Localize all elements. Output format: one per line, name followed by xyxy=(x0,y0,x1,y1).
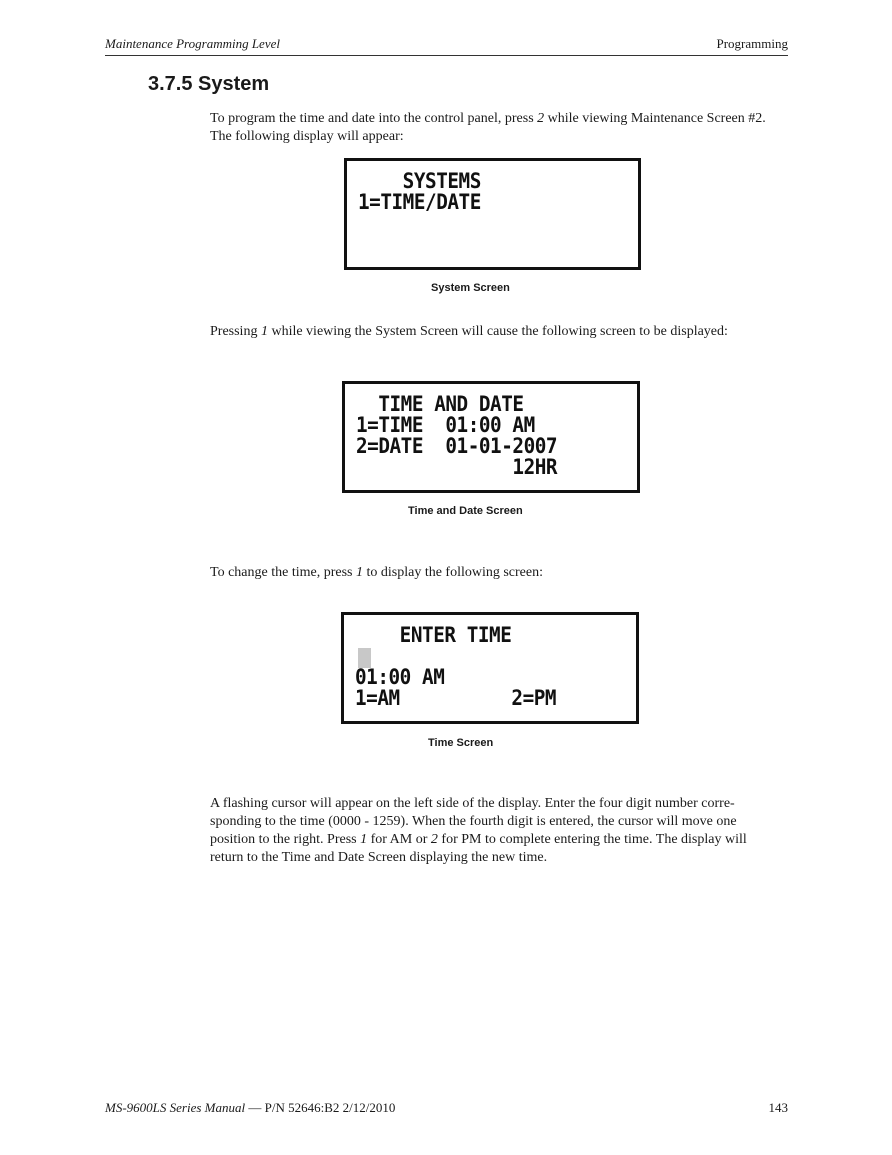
lcd-line: 1=TIME 01:00 AM xyxy=(356,413,535,437)
section-title: 3.7.5 System xyxy=(148,73,270,95)
change-paragraph xyxy=(210,564,790,582)
final-text-line-3c: for PM to complete entering the time. The display will xyxy=(437,832,747,847)
figure-caption: Time Screen xyxy=(428,737,494,749)
manual-title: MS-9600LS Series Manual xyxy=(105,1100,246,1115)
intro-text-1: To program the time and date into the control panel, press xyxy=(210,111,538,126)
page-number: 143 xyxy=(768,1100,788,1115)
intro-text-2: while viewing Maintenance Screen #2. xyxy=(544,111,766,126)
lcd-line: 12HR xyxy=(356,455,558,479)
system-screen-display xyxy=(344,158,641,270)
pressing-key: 1 xyxy=(260,324,268,339)
running-header-left: Maintenance Programming Level xyxy=(105,36,280,51)
pressing-text-2: while viewing the System Screen will cause the following screen to be displayed: xyxy=(267,324,728,339)
final-text-line-2: sponding to the time (0000 - 1259). When the fourth digit is entered, the cursor will move one xyxy=(210,814,737,829)
time-and-date-screen-display xyxy=(342,381,640,493)
lcd-line: 1=TIME/DATE xyxy=(358,190,481,214)
change-text-2: to display the following screen: xyxy=(362,565,544,580)
lcd-line: TIME AND DATE xyxy=(356,392,524,416)
footer-part-number: — P/N 52646:B2 2/12/2010 xyxy=(245,1100,396,1115)
lcd-line: 1=AM 2=PM xyxy=(355,686,557,710)
intro-key: 2 xyxy=(537,111,545,126)
intro-text-3: The following display will appear: xyxy=(210,129,404,144)
lcd-line: 01:00 AM xyxy=(355,665,445,689)
final-text-line-3a: position to the right. Press xyxy=(210,832,361,847)
header-rule xyxy=(105,55,788,56)
running-header-right: Programming xyxy=(716,36,788,51)
lcd-line: SYSTEMS xyxy=(358,169,481,193)
cursor-instructions-paragraph xyxy=(210,795,790,867)
running-footer-left xyxy=(105,1100,395,1116)
final-key-1: 1 xyxy=(360,832,368,847)
final-text-line-3b: for AM or xyxy=(367,832,431,847)
enter-time-screen-display xyxy=(341,612,639,724)
final-text-line-4: return to the Time and Date Screen displaying the new time. xyxy=(210,850,548,865)
final-text-line-1: A flashing cursor will appear on the left side of the display. Enter the four digit number corre- xyxy=(210,796,735,811)
lcd-line: 2=DATE 01-01-2007 xyxy=(356,434,558,458)
pressing-text-1: Pressing xyxy=(210,324,261,339)
final-key-2: 2 xyxy=(430,832,438,847)
pressing-paragraph xyxy=(210,323,790,341)
lcd-line: ENTER TIME xyxy=(355,623,512,647)
change-text-1: To change the time, press xyxy=(210,565,356,580)
intro-paragraph xyxy=(210,110,790,146)
figure-caption: Time and Date Screen xyxy=(408,505,523,517)
change-key: 1 xyxy=(355,565,363,580)
figure-caption: System Screen xyxy=(431,282,510,294)
